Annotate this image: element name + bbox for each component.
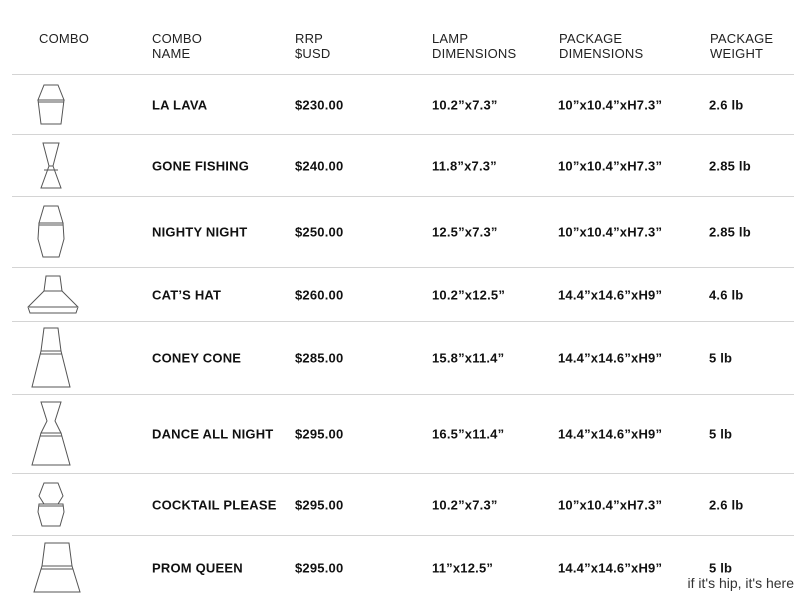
- lamp-dimensions: 10.2”x7.3”: [432, 497, 498, 512]
- table-row: [12, 197, 794, 268]
- combo-name: GONE FISHING: [152, 158, 250, 173]
- product-table: [12, 0, 794, 600]
- lamp-dimensions: 15.8”x11.4”: [432, 350, 505, 366]
- package-weight: 5 lb: [709, 350, 733, 366]
- combo-name: NIGHTY NIGHT: [152, 224, 248, 240]
- lamp-dimensions: 10.2”x7.3”: [432, 97, 498, 112]
- package-dimensions: 14.4”x14.6”xH9”: [558, 350, 663, 366]
- package-weight: 2.6 lb: [709, 97, 744, 112]
- header-name-line1: COMBO: [152, 31, 203, 46]
- header-combo: [39, 31, 89, 46]
- prom-queen-lamp-icon: [32, 542, 82, 594]
- header-lamp-dimensions: [432, 31, 516, 61]
- header-package-weight: [710, 31, 773, 61]
- header-weight-line2: WEIGHT: [710, 46, 764, 61]
- price: $250.00: [295, 224, 344, 240]
- table-row: [12, 322, 794, 395]
- package-dimensions: 10”x10.4”xH7.3”: [558, 497, 663, 512]
- lamp-dimensions: 12.5”x7.3”: [432, 224, 498, 240]
- price: $295.00: [295, 560, 344, 576]
- header-weight-line1: PACKAGE: [710, 31, 774, 46]
- header-combo-name: [152, 31, 202, 61]
- cocktail-please-lamp-icon: [34, 482, 68, 528]
- gone-fishing-lamp-icon: [34, 142, 68, 190]
- header-rrp: [295, 31, 330, 61]
- package-dimensions: 14.4”x14.6”xH9”: [558, 560, 663, 576]
- table-row: [12, 135, 794, 197]
- header-package-dimensions: [559, 31, 643, 61]
- header-rrp-line2: $USD: [295, 46, 331, 61]
- table-row: [12, 395, 794, 474]
- lamp-dimensions: 11.8”x7.3”: [432, 158, 497, 173]
- package-weight: 2.85 lb: [709, 158, 751, 173]
- lamp-dimensions: 11”x12.5”: [432, 560, 494, 576]
- package-dimensions: 10”x10.4”xH7.3”: [558, 158, 663, 173]
- table-row: [12, 536, 794, 600]
- price: $295.00: [295, 426, 344, 442]
- combo-name: COCKTAIL PLEASE: [152, 497, 277, 512]
- table-row: [12, 268, 794, 322]
- package-weight: 2.6 lb: [709, 497, 744, 512]
- lamp-dimensions: 16.5”x11.4”: [432, 426, 505, 442]
- site-watermark: if it's hip, it's here: [687, 575, 794, 591]
- package-weight: 2.85 lb: [709, 224, 751, 240]
- combo-name: DANCE ALL NIGHT: [152, 426, 274, 442]
- coney-cone-lamp-icon: [30, 327, 72, 389]
- package-dimensions: 14.4”x14.6”xH9”: [558, 426, 663, 442]
- price: $230.00: [295, 97, 344, 112]
- package-dimensions: 14.4”x14.6”xH9”: [558, 287, 663, 302]
- price: $260.00: [295, 287, 344, 302]
- combo-name: CONEY CONE: [152, 350, 242, 366]
- la-lava-lamp-icon: [34, 84, 68, 126]
- header-lamp-line2: DIMENSIONS: [432, 46, 517, 61]
- package-weight: 5 lb: [709, 426, 733, 442]
- table-row: [12, 75, 794, 135]
- header-combo-line1: COMBO: [39, 31, 90, 46]
- combo-name: LA LAVA: [152, 97, 208, 112]
- price: $285.00: [295, 350, 344, 366]
- table-row: [12, 474, 794, 536]
- price: $295.00: [295, 497, 344, 512]
- header-pkg-line1: PACKAGE: [559, 31, 623, 46]
- combo-name: CAT’S HAT: [152, 287, 222, 302]
- price: $240.00: [295, 158, 344, 173]
- header-lamp-line1: LAMP: [432, 31, 469, 46]
- nighty-night-lamp-icon: [34, 205, 68, 259]
- cats-hat-lamp-icon: [26, 275, 80, 315]
- package-weight: 4.6 lb: [709, 287, 744, 302]
- combo-name: PROM QUEEN: [152, 560, 243, 576]
- header-rrp-line1: RRP: [295, 31, 324, 46]
- package-dimensions: 10”x10.4”xH7.3”: [558, 97, 663, 112]
- dance-all-night-lamp-icon: [30, 401, 72, 467]
- header-pkg-line2: DIMENSIONS: [559, 46, 644, 61]
- package-weight: 5 lb: [709, 560, 733, 576]
- table-header: [12, 0, 794, 75]
- lamp-dimensions: 10.2”x12.5”: [432, 287, 506, 302]
- package-dimensions: 10”x10.4”xH7.3”: [558, 224, 663, 240]
- header-name-line2: NAME: [152, 46, 191, 61]
